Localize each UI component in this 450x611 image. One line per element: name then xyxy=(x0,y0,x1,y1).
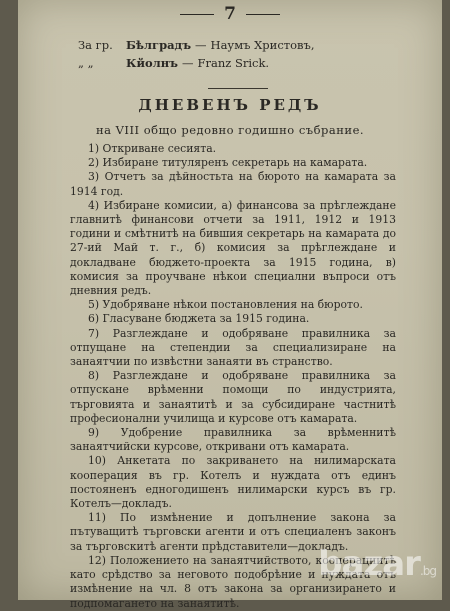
agenda-item: 8) Разглеждане и одобряване правилника за отпускане врѣменни помощи по индустрията, търговията и занаятитѣ и за субсидиране частнитѣ професионални училища и курсове отъ камарата. xyxy=(70,369,396,425)
agenda-item: 6) Гласуване бюджета за 1915 година. xyxy=(88,312,310,326)
city-name: Кйолнъ xyxy=(126,56,179,70)
watermark-tld: .bg xyxy=(419,564,436,578)
agenda-item: 1) Откриване сесията. xyxy=(88,142,217,155)
city-person: Franz Srick. xyxy=(197,56,270,70)
watermark-logo xyxy=(318,544,436,584)
agenda-subheading: на VIII общо редовно годишно събрание. xyxy=(95,123,365,137)
agenda-item: 3) Отчетъ за дѣйностьта на бюрото на камарата за 1914 год. xyxy=(70,170,396,198)
agenda-item: 9) Удобрение правилника за врѣменнитѣ занаятчийски курсове, откривани отъ камарата. xyxy=(70,426,396,454)
agenda-list xyxy=(70,142,396,611)
city-label: За гр. xyxy=(78,38,113,52)
section-divider xyxy=(208,88,268,89)
agenda-item: 10) Анкетата по закриването на нилимарската кооперация въ гр. Котелъ и нуждата отъ единъ постояненъ едногодишенъ нилимарски курсъ въ гр. Котелъ—докладъ. xyxy=(70,454,396,511)
city-name: Бѣлградъ xyxy=(126,38,192,52)
agenda-item: 11) По измѣнение и допълнение закона за пътуващитѣ търговски агенти и отъ специаленъ законъ за търговскитѣ агенти прѣдставители—докладъ. xyxy=(70,511,396,553)
agenda-item: 5) Удобряване нѣкои постановления на бюрото. xyxy=(88,298,363,312)
agenda-heading: ДНЕВЕНЪ РЕДЪ xyxy=(138,96,322,114)
city-person: Наумъ Христовъ, xyxy=(210,38,315,52)
watermark-main: bazar xyxy=(318,544,420,584)
city-row xyxy=(78,56,269,70)
city-row xyxy=(78,38,315,52)
agenda-item: 4) Избиране комисии, а) финансова за прѣглеждане главнитѣ финансови отчети за 1911, 1912 и 1913 години и смѣтнитѣ на бившия секретарь на камарата до 27-ий Май т. г., б) комисия за прѣглеждане и докладване бюджето-проекта за 1915 година, в) комисия за проучване нѣкои специални въпроси отъ дневния редъ. xyxy=(70,198,396,298)
city-label: „ „ xyxy=(78,56,94,70)
agenda-item: 12) Положението на занаятчийството, кооперациитѣ като срѣдство за неговото подобрѣние и нуждата отъ измѣнение на чл. 8 отъ закона за организирането и подпомагането на занаятитѣ. xyxy=(70,553,396,610)
page-number-dash-left xyxy=(180,14,214,15)
city-dash: — xyxy=(182,56,194,70)
agenda-item: 7) Разглеждане и одобряване правилника за отпущане на степендии за специализиране на занаятчии по извѣстни занаяти въ странство. xyxy=(70,326,396,369)
page-number xyxy=(18,4,442,24)
page-number-dash-right xyxy=(246,14,280,15)
city-dash: — xyxy=(195,38,207,52)
agenda-item: 2) Избиране титуляренъ секретарь на камарата. xyxy=(88,156,368,170)
document-page xyxy=(18,0,442,610)
page-number-text: 7 xyxy=(224,4,236,24)
